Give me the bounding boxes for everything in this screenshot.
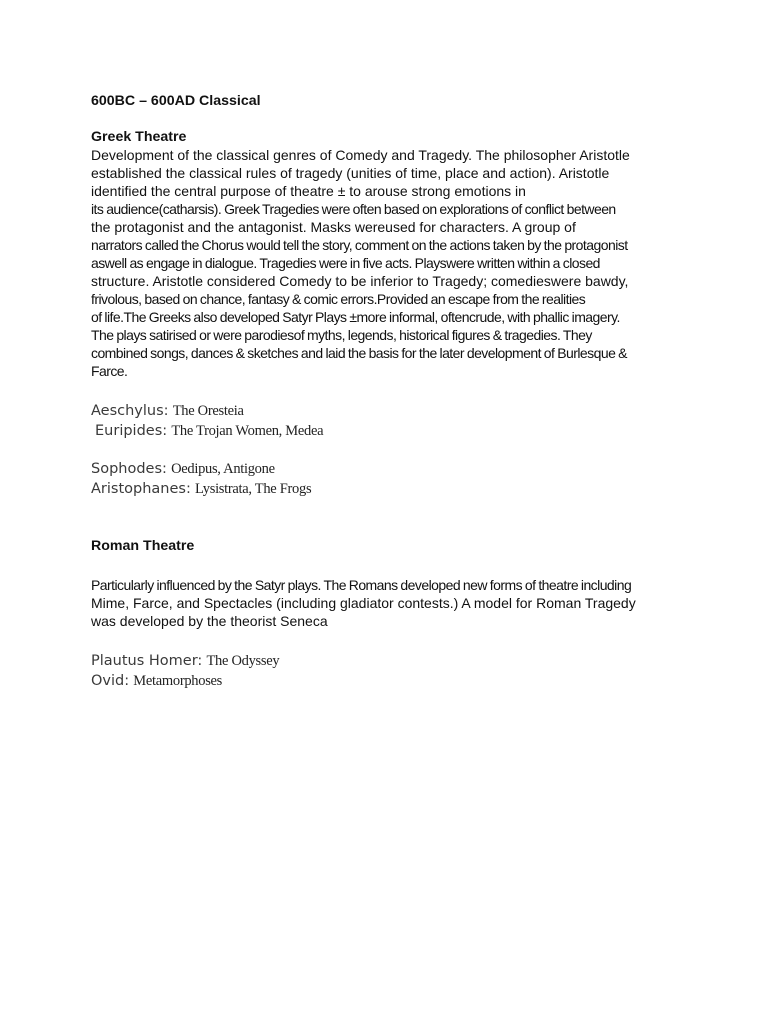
works-entry	[91, 401, 691, 421]
work-title: Lysistrata, The Frogs	[195, 481, 312, 497]
work-author: Sophodes:	[91, 461, 167, 477]
work-author: Euripides:	[95, 423, 168, 439]
roman-works-list	[91, 651, 691, 691]
work-title: Oedipus, Antigone	[171, 461, 275, 477]
roman-theatre-heading: Roman Theatre	[91, 538, 195, 554]
work-author: Aeschylus:	[91, 403, 169, 419]
paragraph-line: of life.The Greeks also developed Satyr Plays ±more informal, oftencrude, with phallic imagery.	[91, 309, 620, 325]
paragraph-line: Particularly influenced by the Satyr plays. The Romans developed new forms of theatre including	[91, 577, 632, 593]
paragraph-line: Mime, Farce, and Spectacles (including gladiator contests.) A model for Roman Tragedy	[91, 595, 636, 611]
greek-theatre-section	[91, 128, 691, 499]
works-entry	[91, 671, 691, 691]
paragraph-line: The plays satirised or were parodiesof myths, legends, historical figures & tragedies. They	[91, 327, 592, 343]
paragraph-line: its audience(catharsis). Greek Tragedies were often based on explorations of conflict between	[91, 201, 616, 217]
document-title: 600BC – 600AD Classical	[91, 93, 261, 109]
work-title: Metamorphoses	[133, 673, 223, 689]
work-title: The Trojan Women, Medea	[171, 423, 324, 439]
work-author: Plautus Homer:	[91, 653, 203, 669]
roman-theatre-paragraph	[91, 576, 691, 630]
paragraph-line: identified the central purpose of theatre ± to arouse strong emotions in	[91, 183, 526, 199]
works-entry	[91, 479, 691, 499]
paragraph-line: the protagonist and the antagonist. Masks wereused for characters. A group of	[91, 219, 576, 235]
paragraph-line: frivolous, based on chance, fantasy & comic errors.Provided an escape from the realities	[91, 291, 586, 307]
paragraph-line: Development of the classical genres of Comedy and Tragedy. The philosopher Aristotle	[91, 147, 630, 163]
greek-theatre-heading: Greek Theatre	[91, 129, 187, 145]
works-entry	[91, 651, 691, 671]
greek-works-list-1	[91, 401, 691, 441]
greek-theatre-paragraph	[91, 146, 691, 380]
paragraph-line: structure. Aristotle considered Comedy to be inferior to Tragedy; comedieswere bawdy,	[91, 273, 629, 289]
work-title: The Oresteia	[172, 403, 244, 419]
work-author: Ovid:	[91, 673, 130, 689]
work-title: The Odyssey	[206, 653, 280, 669]
paragraph-line: was developed by the theorist Seneca	[91, 613, 328, 629]
roman-theatre-section	[91, 537, 691, 691]
paragraph-line: narrators called the Chorus would tell the story, comment on the actions taken by the protagonist	[91, 237, 628, 253]
paragraph-line: aswell as engage in dialogue. Tragedies were in five acts. Playswere written within a closed	[91, 255, 600, 271]
greek-works-list-2	[91, 459, 691, 499]
paragraph-line: established the classical rules of tragedy (unities of time, place and action). Aristotle	[91, 165, 610, 181]
works-entry	[91, 459, 691, 479]
works-entry	[91, 421, 691, 441]
work-author: Aristophanes:	[91, 481, 191, 497]
paragraph-line: Farce.	[91, 363, 128, 379]
document-body	[91, 92, 691, 691]
paragraph-line: combined songs, dances & sketches and laid the basis for the later development of Burlesque &	[91, 345, 627, 361]
